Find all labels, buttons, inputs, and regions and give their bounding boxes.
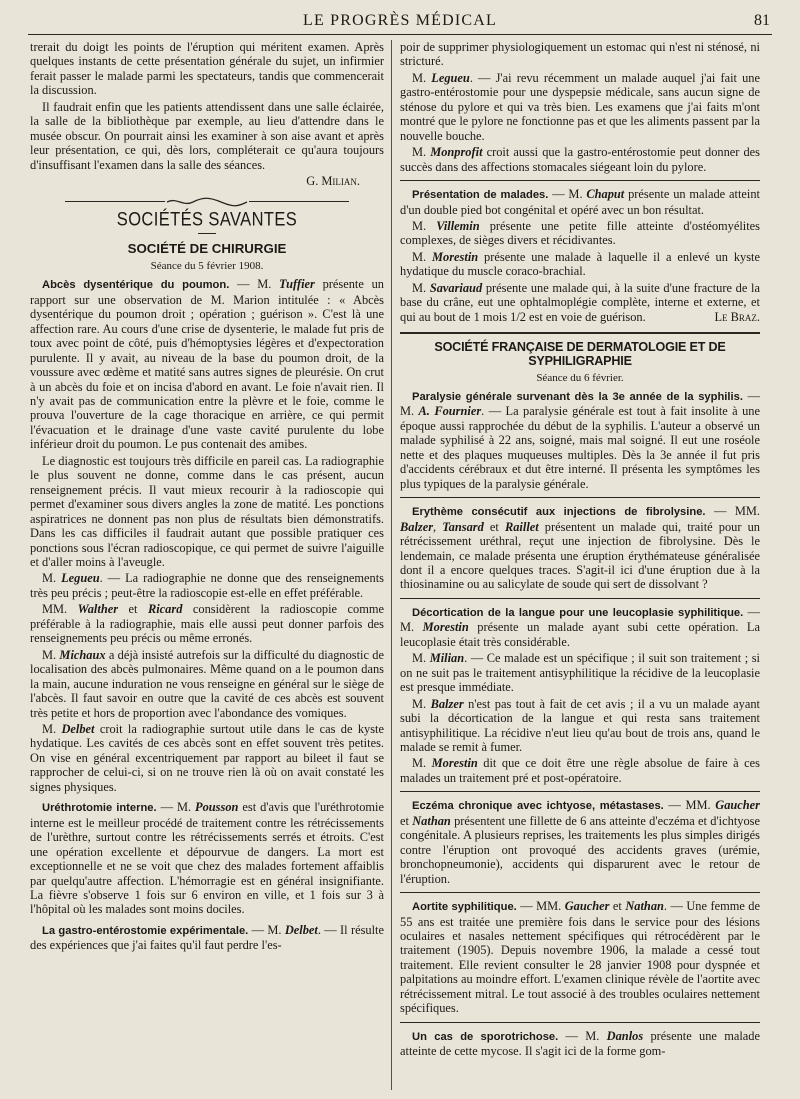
author-name: Morestin — [431, 756, 478, 771]
article-urethrotomie: Uréthrotomie interne. — M. Pousson est d'avis que l'uréthrotomie interne est le meilleur procédé de traitement contre les rétrécissements de l'urèthre, surtout contre les rétrécissements serrés et étroits. C'est une opération excellente et dépourvue de dangers. La mort est exceptionnelle et ne se voit que chez des malades fortement affaiblis par quelqu'autre affection. L'hémorragie est en général insignifiante. La fièvre s'observe 1 fois sur 6 environ en ville, et 1 fois sur 3 à l'hôpital où les malades sont moins dociles. — [30, 800, 384, 917]
paragraph: poir de supprimer physiologiquement un estomac qui n'est ni sténosé, ni stricturé. — [400, 40, 760, 69]
paragraph: M. Balzer n'est pas tout à fait de cet avis ; il a vu un malade ayant subi la décortication de la langue et qui resta sans traitement antisyphilitique. La récidive n'eut lieu qu'au bout de trois ans, quand le malade se remit à fumer. — [400, 696, 760, 754]
section-separator — [400, 332, 760, 334]
article-decortication: Décortication de la langue pour une leucoplasie syphilitique. — M. Morestin présente un malade ayant subi cette opération. La leucoplasie était très considérable. — [400, 604, 761, 649]
paragraph: M. Delbet croit la radiographie surtout utile dans le cas de kyste hydatique. Les cavités de ces abcès sont en effet souvent très petites. On vise en général excentriquement par rapport au bileet il faut se rapprocher de celui-ci, si on ne trouve rien là où on avait constaté les signes physiques. — [30, 721, 384, 794]
article-abces: Abcès dysentérique du poumon. — M. Tuffier présente un rapport sur une observation de M. Marion intitulée : « Abcès dysentérique du poumon droit ; opération ; guérison ». C'est là une affection rare. Au cours d'une crise de dysenterie, le malade fut pris de toux avec point de côté, puis d'hémoptysies légères et d'expectoration purulente. Il y avait, au niveau de la base du poumon droit, de la voussure avec œdème et matité sans autres signes de pleurésie. On crut à un abcès du foie et on incisa d'abord en avant. Le foie n'avait rien. Il n'y avait pas de communication entre la plèvre et le foie, comme le prouva l'ouverture de la cage thoracique en arrière, ce qui permit l'évacuation et le drainage d'une vaste cavité purulente du lobe inférieur droit du poumon. Le pus contenait des amibes. — [30, 277, 384, 452]
session-date: Séance du 6 février. — [536, 371, 624, 384]
paragraph: M. Morestin présente une malade à laquelle il a enlevé un kyste hydatique du muscle coraco-brachial. — [400, 249, 760, 279]
article-eczema: Eczéma chronique avec ichtyose, métastases. — MM. Gaucher et Nathan présentent une fillette de 6 ans atteinte d'eczéma et d'ichtyose congénitale. A plusieurs reprises, les traitements les plus simples dirigés contre l'éruption ont provoqué des accidents graves (urémie, bronchopneumonie), accidents qui disparurent avec le retour de l'éruption. — [400, 798, 760, 886]
paragraph: Il faudrait enfin que les patients attendissent dans une salle éclairée, la salle de la bibliothèque par exemple, au lieu d'attendre dans le musée obscur. On pourrait ainsi les examiner à son aise avant et après leur présentation, ce qui, dès lors, compléterait ce qu'aura toujours d'insuffisant l'examen dans la salle des séances. — [30, 99, 384, 172]
article-separator — [400, 791, 760, 792]
author-name: Legueu — [431, 70, 470, 85]
flourish-ornament — [165, 197, 249, 207]
article-heading: Un cas de sporotrichose. — [412, 1030, 559, 1043]
author-name: Ricard — [147, 602, 183, 617]
paragraph: M. Monprofit croit aussi que la gastro-entérostomie peut donner des succès dans des affections stomacales siégeant loin du pylore. — [400, 145, 761, 174]
article-heading: La gastro-entérostomie expérimentale. — [42, 924, 249, 937]
society-title: SOCIÉTÉ FRANÇAISE DE DERMATOLOGIE ET DE SYPHILIGRAPHIE — [434, 339, 726, 369]
author-name: A. Fournier — [418, 404, 482, 419]
author-name: Delbet — [61, 721, 95, 736]
author-name: Danlos — [606, 1028, 644, 1043]
paragraph: M. Michaux a déjà insisté autrefois sur la difficulté du diagnostic de localisation des abcès pulmonaires. Même quand on a le poumon dans la main, aucune induration ne vous renseigne en général sur le siège de l'abcès. Il faut savoir en outre que la cavité de ces abcès est souvent très petite et hors de proportion avec l'abondance des vomiques. — [30, 647, 384, 720]
author-name: Villemin — [436, 218, 480, 233]
article-separator — [400, 598, 760, 599]
signature: G. Milian. — [306, 174, 360, 189]
page-number: 81 — [754, 12, 770, 29]
article-heading: Abcès dysentérique du poumon. — [42, 279, 230, 292]
paragraph: M. Savariaud présente une malade qui, à la suite d'une fracture de la base du crâne, eut une ophtalmoplégie complète, interne et externe, et qui au bout de 1 mois 1/2 est en voie de guérison. Le Braz. — [400, 280, 760, 324]
author-name: Nathan — [412, 813, 451, 828]
paragraph: M. Villemin présente une petite fille atteinte d'ostéomyélites complexes, de sièges divers et récidivantes. — [400, 218, 760, 248]
paragraph: M. Morestin dit que ce doit être une règle absolue de faire à ces malades un traitement pré et post-opératoire. — [400, 756, 760, 785]
article-heading: Uréthrotomie interne. — [42, 802, 157, 815]
article-aortite: Aortite syphilitique. — MM. Gaucher et Nathan. — Une femme de 55 ans est traitée une première fois dans le service pour des lésions oculaires et nasales nettement spécifiques qui rétrocédèrent par le traitement (1905). Depuis novembre 1906, la malade a cessé tout traitement. Elle revient consulter le 28 janvier 1908 pour dyspnée et palpitations au moindre effort. L'examen clinique révèle de l'aortite avec rétrécissement mitral. Le tout associé à des troubles oculaires nettement spécifiques. — [400, 899, 760, 1016]
author-name: Savariaud — [429, 280, 483, 295]
paragraph: MM. Walther et Ricard considèrent la radioscopie comme préférable à la radiographie, mais elle aussi peut donner parfois des renseignements peu précis ou même erronés. — [30, 602, 385, 646]
article-separator — [400, 1022, 760, 1023]
title-dash — [198, 233, 216, 235]
article-paralysie: Paralysie générale survenant dès la 3e année de la syphilis. — M. A. Fournier. — La paralysie générale est tout à fait insolite à une époque aussi rapprochée du début de la syphilis. L'auteur a observé un malade syphilisé à 22 ans, soigné, mais mal soigné. Il eut une roséole nette et des plaques muqueuses multiples. Dès la 3e année il fut pris d'accidents cérébraux et dut être interné. Il présenta les symptômes les plus typiques de la paralysie générale. — [400, 389, 761, 491]
article-gastro: La gastro-entérostomie expérimentale. — M. Delbet. — Il résulte des expériences que j'ai faites qu'il faut perdre l'es- — [30, 922, 384, 953]
column-divider — [391, 40, 392, 1090]
author-name: Nathan — [625, 899, 664, 914]
article-separator — [400, 892, 760, 893]
right-column — [400, 40, 760, 1061]
paragraph: Le diagnostic est toujours très difficile en pareil cas. La radiographie le plus souvent ne donne, comme dans le cas présent, aucun renseignement précis. Il vaut mieux recourir à la radioscopie qui permet d'examiner sous divers angles la zone de matité. Les ponctions aspiratrices ne donnent pas non plus de résultats bien démonstratifs. Dans les cas difficiles il faudrait autant que possible pratiquer ces ponctions sous l'écran radioscopique, ce qui permet de suivre l'aiguille et d'aller moins à l'aveugle. — [30, 453, 384, 569]
article-heading: Décortication de la langue pour une leucoplasie syphilitique. — [412, 606, 744, 619]
ornament-divider — [30, 197, 384, 207]
author-name: Monprofit — [430, 145, 483, 160]
author-name: Morestin — [432, 249, 479, 264]
author-name: Gaucher — [715, 798, 760, 813]
author-name: Balzer — [430, 696, 464, 711]
article-separator — [400, 497, 760, 498]
left-column — [30, 40, 384, 955]
author-name: Delbet — [284, 922, 318, 937]
session-date: Séance du 5 février 1908. — [150, 259, 264, 272]
paragraph: trerait du doigt les points de l'éruption qui méritent examen. Après quelques instants de cette présentation générale du sujet, un infirmier ferait passer le malade parmi les spectateurs, tandis que commencerait la discussion. — [30, 40, 384, 98]
journal-title: LE PROGRÈS MÉDICAL — [302, 12, 498, 29]
signature: Le Braz. — [714, 309, 760, 324]
author-name: Balzer — [400, 519, 434, 534]
section-title: SOCIÉTÉS SAVANTES — [116, 209, 298, 230]
article-separator — [400, 180, 760, 181]
article-heading: Aortite syphilitique. — [412, 901, 517, 914]
author-name: Morestin — [422, 620, 469, 635]
page-header — [28, 8, 772, 35]
article-heading: Présentation de malades. — [412, 189, 549, 202]
article-heading: Paralysie générale survenant dès la 3e année de la syphilis. — [412, 391, 743, 404]
paragraph: M. Legueu. — J'ai revu récemment un malade auquel j'ai fait une gastro-entérostomie pour une dyspepsie médicale, sans aucun signe de sténose du pylore et qui va très bien. Les examens que j'ai faits m'ont montré que le pylore ne fonctionne pas et que les aliments passent par la nouvelle bouche. — [400, 70, 760, 143]
society-title: SOCIÉTÉ DE CHIRURGIE — [127, 241, 287, 257]
author-name: Michaux — [59, 647, 106, 662]
author-name: Walther — [77, 602, 119, 617]
article-presentation: Présentation de malades. — M. Chaput présente un malade atteint d'un double pied bot congénital et opéré avec un bon résultat. — [400, 187, 760, 217]
paragraph: M. Legueu. — La radiographie ne donne que des renseignements très peu précis ; peut-être la radioscopie est-elle en effet préférable. — [30, 571, 385, 600]
paragraph: M. Milian. — Ce malade est un spécifique ; il suit son traitement ; si on ne suit pas le traitement antisyphilitique la récidive de la leucoplasie est presque immédiate. — [400, 651, 760, 695]
article-heading: Eczéma chronique avec ichtyose, métastases. — [412, 800, 664, 813]
article-sporotrichose: Un cas de sporotrichose. — M. Danlos présente une malade atteinte de cette mycose. Il s'agit ici de la forme gom- — [400, 1028, 760, 1059]
author-name: Raillet — [504, 519, 539, 534]
author-name: Tuffier — [279, 277, 315, 292]
author-name: Gaucher — [564, 899, 610, 914]
article-heading: Erythème consécutif aux injections de fibrolysine. — [412, 506, 706, 519]
author-name: Chaput — [586, 187, 625, 202]
author-name: Legueu — [61, 571, 100, 586]
article-erytheme: Erythème consécutif aux injections de fibrolysine. — MM. Balzer, Tansard et Raillet présentent un malade qui, traité pour un rétrécissement uréthral, reçut une injection de fibrolysine. Dès le lendemain, ce malade présenta une éruption érythémateuse généralisée dont il a encore quelques traces. S'agit-il ici d'une éruption due à la thiosinamine ou au salicylate de soude qui sert de dissolvant ? — [400, 504, 760, 592]
author-name: Pousson — [195, 800, 239, 815]
author-name: Tansard — [442, 519, 484, 534]
author-name: Milian — [429, 651, 465, 666]
